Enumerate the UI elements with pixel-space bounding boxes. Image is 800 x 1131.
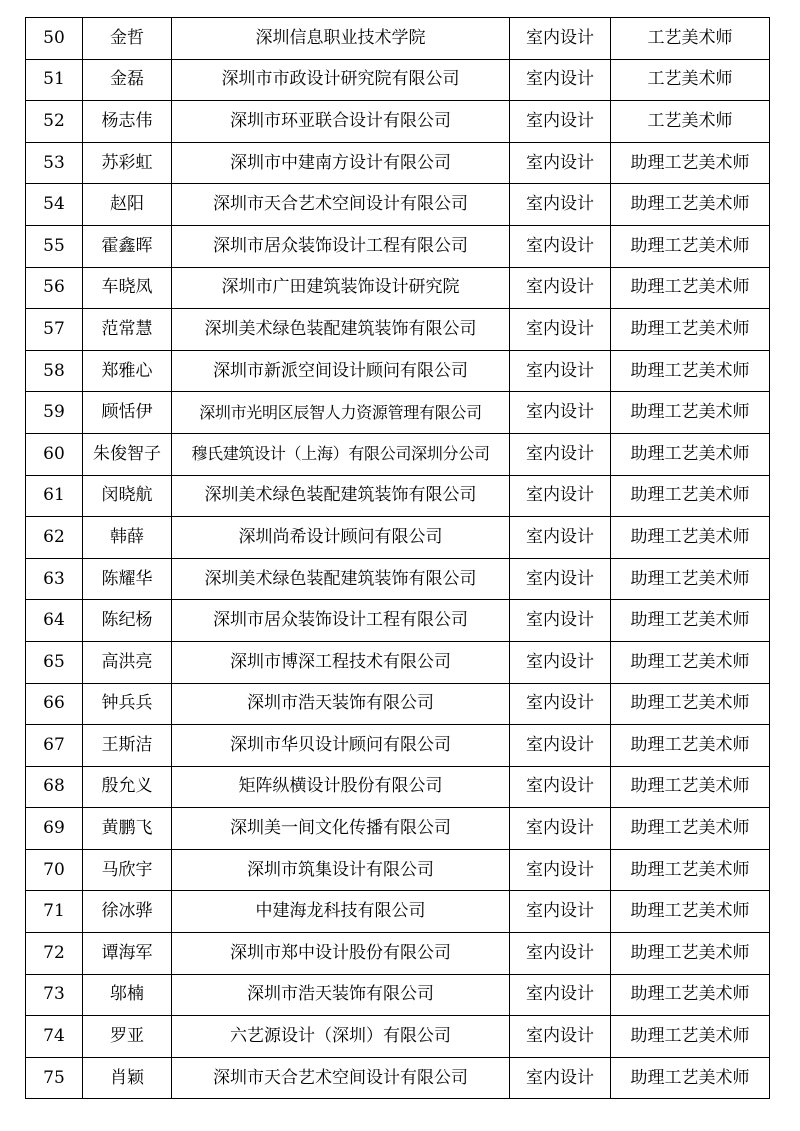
row-number-cell: 57 [26,309,83,351]
qualification-title-cell: 助理工艺美术师 [611,225,770,267]
organization-cell: 深圳市市政设计研究院有限公司 [172,59,510,101]
person-name-cell: 钟兵兵 [83,683,172,725]
row-number-cell: 51 [26,59,83,101]
organization-cell: 深圳美术绿色装配建筑装饰有限公司 [172,309,510,351]
person-name-cell: 赵阳 [83,184,172,226]
row-number-cell: 74 [26,1016,83,1058]
row-number-cell: 69 [26,808,83,850]
qualification-title-cell: 助理工艺美术师 [611,641,770,683]
row-number-cell: 52 [26,101,83,143]
table-row [26,600,770,642]
table-row [26,1016,770,1058]
person-name-cell: 顾恬伊 [83,392,172,434]
table-row [26,808,770,850]
organization-cell: 深圳市环亚联合设计有限公司 [172,101,510,143]
person-name-cell: 肖颖 [83,1057,172,1099]
row-number-cell: 50 [26,18,83,60]
qualification-title-cell: 助理工艺美术师 [611,392,770,434]
table-row [26,891,770,933]
person-name-cell: 郑雅心 [83,350,172,392]
organization-cell: 中建海龙科技有限公司 [172,891,510,933]
row-number-cell: 66 [26,683,83,725]
person-name-cell: 邬楠 [83,974,172,1016]
organization-cell: 深圳美一间文化传播有限公司 [172,808,510,850]
specialty-cell: 室内设计 [510,392,611,434]
person-name-cell: 陈纪杨 [83,600,172,642]
row-number-cell: 59 [26,392,83,434]
qualification-title-cell: 助理工艺美术师 [611,933,770,975]
table-row [26,766,770,808]
qualification-title-cell: 助理工艺美术师 [611,350,770,392]
specialty-cell: 室内设计 [510,683,611,725]
specialty-cell: 室内设计 [510,849,611,891]
row-number-cell: 53 [26,142,83,184]
specialty-cell: 室内设计 [510,600,611,642]
organization-cell: 深圳美术绿色装配建筑装饰有限公司 [172,475,510,517]
organization-cell: 深圳市浩天装饰有限公司 [172,683,510,725]
qualification-title-cell: 助理工艺美术师 [611,766,770,808]
table-row [26,849,770,891]
table-row [26,18,770,60]
qualification-title-cell: 工艺美术师 [611,59,770,101]
table-row [26,309,770,351]
specialty-cell: 室内设计 [510,1016,611,1058]
person-name-cell: 黄鹏飞 [83,808,172,850]
specialty-cell: 室内设计 [510,808,611,850]
person-name-cell: 霍鑫晖 [83,225,172,267]
table-row [26,933,770,975]
qualification-title-cell: 助理工艺美术师 [611,600,770,642]
row-number-cell: 71 [26,891,83,933]
qualification-title-cell: 工艺美术师 [611,18,770,60]
table-row [26,267,770,309]
qualification-title-cell: 助理工艺美术师 [611,184,770,226]
table-row [26,1057,770,1099]
qualification-title-cell: 助理工艺美术师 [611,433,770,475]
table-row [26,683,770,725]
organization-cell: 深圳市博深工程技术有限公司 [172,641,510,683]
specialty-cell: 室内设计 [510,142,611,184]
specialty-cell: 室内设计 [510,933,611,975]
roster-table [25,17,770,1099]
qualification-title-cell: 工艺美术师 [611,101,770,143]
row-number-cell: 68 [26,766,83,808]
qualification-title-cell: 助理工艺美术师 [611,683,770,725]
specialty-cell: 室内设计 [510,558,611,600]
organization-cell: 深圳尚希设计顾问有限公司 [172,517,510,559]
person-name-cell: 车晓凤 [83,267,172,309]
person-name-cell: 谭海军 [83,933,172,975]
table-row [26,475,770,517]
qualification-title-cell: 助理工艺美术师 [611,891,770,933]
person-name-cell: 殷允义 [83,766,172,808]
specialty-cell: 室内设计 [510,309,611,351]
specialty-cell: 室内设计 [510,225,611,267]
specialty-cell: 室内设计 [510,974,611,1016]
row-number-cell: 63 [26,558,83,600]
organization-cell: 矩阵纵横设计股份有限公司 [172,766,510,808]
organization-cell: 深圳信息职业技术学院 [172,18,510,60]
organization-cell: 深圳市中建南方设计有限公司 [172,142,510,184]
qualification-title-cell: 助理工艺美术师 [611,849,770,891]
organization-cell: 深圳市居众装饰设计工程有限公司 [172,225,510,267]
table-row [26,225,770,267]
roster-table-body [26,18,770,1099]
row-number-cell: 62 [26,517,83,559]
person-name-cell: 陈耀华 [83,558,172,600]
organization-cell: 深圳市新派空间设计顾问有限公司 [172,350,510,392]
organization-cell: 深圳市郑中设计股份有限公司 [172,933,510,975]
qualification-title-cell: 助理工艺美术师 [611,475,770,517]
specialty-cell: 室内设计 [510,433,611,475]
table-row [26,392,770,434]
person-name-cell: 金磊 [83,59,172,101]
row-number-cell: 58 [26,350,83,392]
qualification-title-cell: 助理工艺美术师 [611,558,770,600]
specialty-cell: 室内设计 [510,475,611,517]
person-name-cell: 朱俊智子 [83,433,172,475]
organization-cell: 深圳市广田建筑装饰设计研究院 [172,267,510,309]
person-name-cell: 杨志伟 [83,101,172,143]
specialty-cell: 室内设计 [510,641,611,683]
specialty-cell: 室内设计 [510,18,611,60]
row-number-cell: 61 [26,475,83,517]
table-row [26,517,770,559]
table-row [26,433,770,475]
row-number-cell: 70 [26,849,83,891]
qualification-title-cell: 助理工艺美术师 [611,1016,770,1058]
table-row [26,725,770,767]
person-name-cell: 闵晓航 [83,475,172,517]
qualification-title-cell: 助理工艺美术师 [611,1057,770,1099]
organization-cell: 深圳市天合艺术空间设计有限公司 [172,1057,510,1099]
row-number-cell: 73 [26,974,83,1016]
specialty-cell: 室内设计 [510,766,611,808]
person-name-cell: 徐冰骅 [83,891,172,933]
specialty-cell: 室内设计 [510,59,611,101]
specialty-cell: 室内设计 [510,101,611,143]
organization-cell: 穆氏建筑设计（上海）有限公司深圳分公司 [172,433,510,475]
qualification-title-cell: 助理工艺美术师 [611,725,770,767]
table-row [26,184,770,226]
table-row [26,350,770,392]
organization-cell: 深圳市居众装饰设计工程有限公司 [172,600,510,642]
qualification-title-cell: 助理工艺美术师 [611,142,770,184]
person-name-cell: 罗亚 [83,1016,172,1058]
row-number-cell: 72 [26,933,83,975]
row-number-cell: 65 [26,641,83,683]
organization-cell: 深圳美术绿色装配建筑装饰有限公司 [172,558,510,600]
organization-cell: 六艺源设计（深圳）有限公司 [172,1016,510,1058]
row-number-cell: 75 [26,1057,83,1099]
specialty-cell: 室内设计 [510,184,611,226]
person-name-cell: 苏彩虹 [83,142,172,184]
qualification-title-cell: 助理工艺美术师 [611,309,770,351]
organization-cell: 深圳市浩天装饰有限公司 [172,974,510,1016]
specialty-cell: 室内设计 [510,350,611,392]
table-row [26,59,770,101]
table-row [26,641,770,683]
specialty-cell: 室内设计 [510,267,611,309]
organization-cell: 深圳市筑集设计有限公司 [172,849,510,891]
specialty-cell: 室内设计 [510,517,611,559]
row-number-cell: 60 [26,433,83,475]
person-name-cell: 范常慧 [83,309,172,351]
specialty-cell: 室内设计 [510,891,611,933]
row-number-cell: 55 [26,225,83,267]
table-row [26,558,770,600]
qualification-title-cell: 助理工艺美术师 [611,808,770,850]
row-number-cell: 67 [26,725,83,767]
organization-cell: 深圳市天合艺术空间设计有限公司 [172,184,510,226]
person-name-cell: 王斯洁 [83,725,172,767]
row-number-cell: 54 [26,184,83,226]
organization-cell: 深圳市光明区辰智人力资源管理有限公司 [172,392,510,434]
organization-cell: 深圳市华贝设计顾问有限公司 [172,725,510,767]
person-name-cell: 马欣宇 [83,849,172,891]
table-row [26,974,770,1016]
person-name-cell: 高洪亮 [83,641,172,683]
table-row [26,101,770,143]
table-row [26,142,770,184]
specialty-cell: 室内设计 [510,1057,611,1099]
qualification-title-cell: 助理工艺美术师 [611,267,770,309]
person-name-cell: 金哲 [83,18,172,60]
row-number-cell: 56 [26,267,83,309]
person-name-cell: 韩薛 [83,517,172,559]
row-number-cell: 64 [26,600,83,642]
qualification-title-cell: 助理工艺美术师 [611,974,770,1016]
qualification-title-cell: 助理工艺美术师 [611,517,770,559]
specialty-cell: 室内设计 [510,725,611,767]
